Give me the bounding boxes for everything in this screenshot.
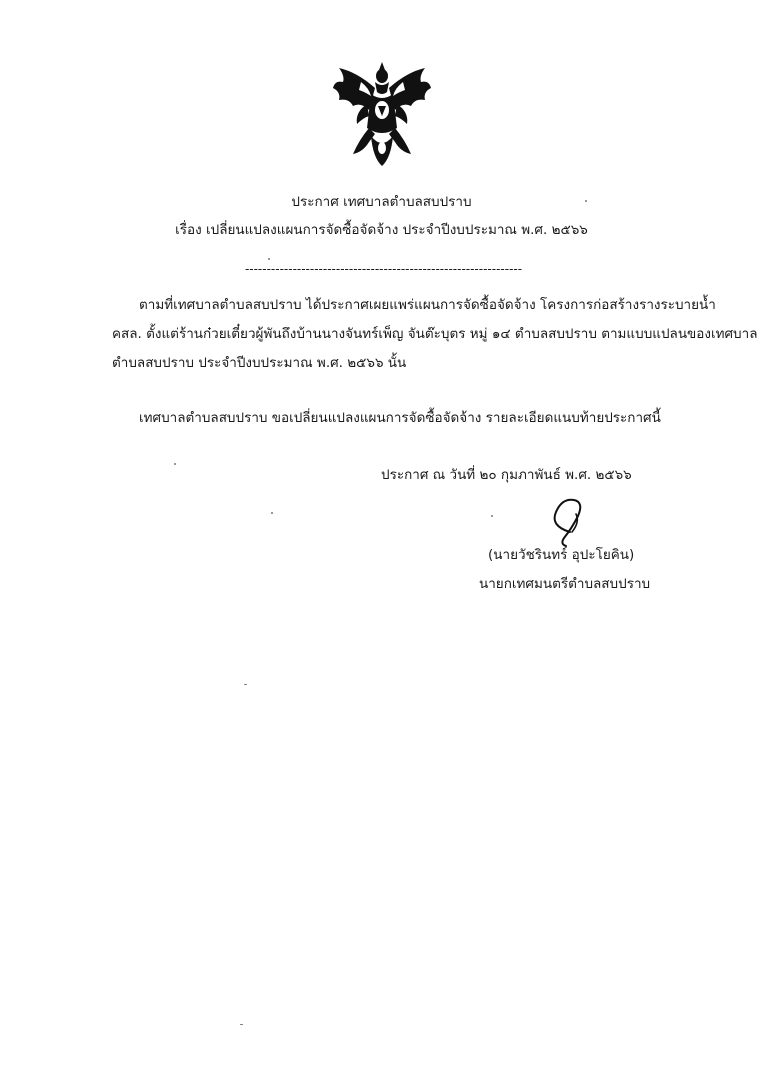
scan-speck — [240, 1024, 243, 1025]
signer-title: นายกเทศมนตรีตำบลสบปราบ — [479, 576, 651, 592]
garuda-emblem-icon — [331, 58, 433, 168]
paragraph-1-line-3: ตำบลสบปราบ ประจำปีงบประมาณ พ.ศ. ๒๕๖๖ นั้น — [112, 355, 407, 371]
paragraph-1-line-2: คสล. ตั้งแต่ร้านก๋วยเตี๋ยวผู้พันถึงบ้านนางจันทร์เพ็ญ จันต๊ะบุตร หมู่ ๑๔ ตำบลสบปราบ ตามแบบแปลนของเทศบาล — [112, 326, 758, 342]
scan-speck — [271, 512, 273, 514]
scan-speck — [585, 200, 587, 202]
announcement-heading: ประกาศ เทศบาลตำบลสบปราบ — [291, 194, 472, 210]
signer-name: (นายวัชรินทร์ อุปะโยคิน) — [488, 547, 635, 563]
announcement-date: ประกาศ ณ วันที่ ๒๐ กุมภาพันธ์ พ.ศ. ๒๕๖๖ — [381, 467, 632, 483]
scan-speck — [244, 684, 247, 685]
section-divider: ---------------------------------------------------------------- — [244, 262, 523, 276]
scan-speck — [491, 515, 493, 517]
scan-speck — [174, 463, 176, 465]
handwritten-signature-icon — [540, 492, 590, 548]
announcement-subject: เรื่อง เปลี่ยนแปลงแผนการจัดซื้อจัดจ้าง ประจำปีงบประมาณ พ.ศ. ๒๕๖๖ — [175, 222, 588, 238]
scan-speck — [268, 258, 270, 260]
paragraph-1-line-1: ตามที่เทศบาลตำบลสบปราบ ได้ประกาศเผยแพร่แผนการจัดซื้อจัดจ้าง โครงการก่อสร้างรางระบายน้ำ — [139, 297, 716, 313]
paragraph-2: เทศบาลตำบลสบปราบ ขอเปลี่ยนแปลงแผนการจัดซื้อจัดจ้าง รายละเอียดแนบท้ายประกาศนี้ — [139, 410, 661, 426]
